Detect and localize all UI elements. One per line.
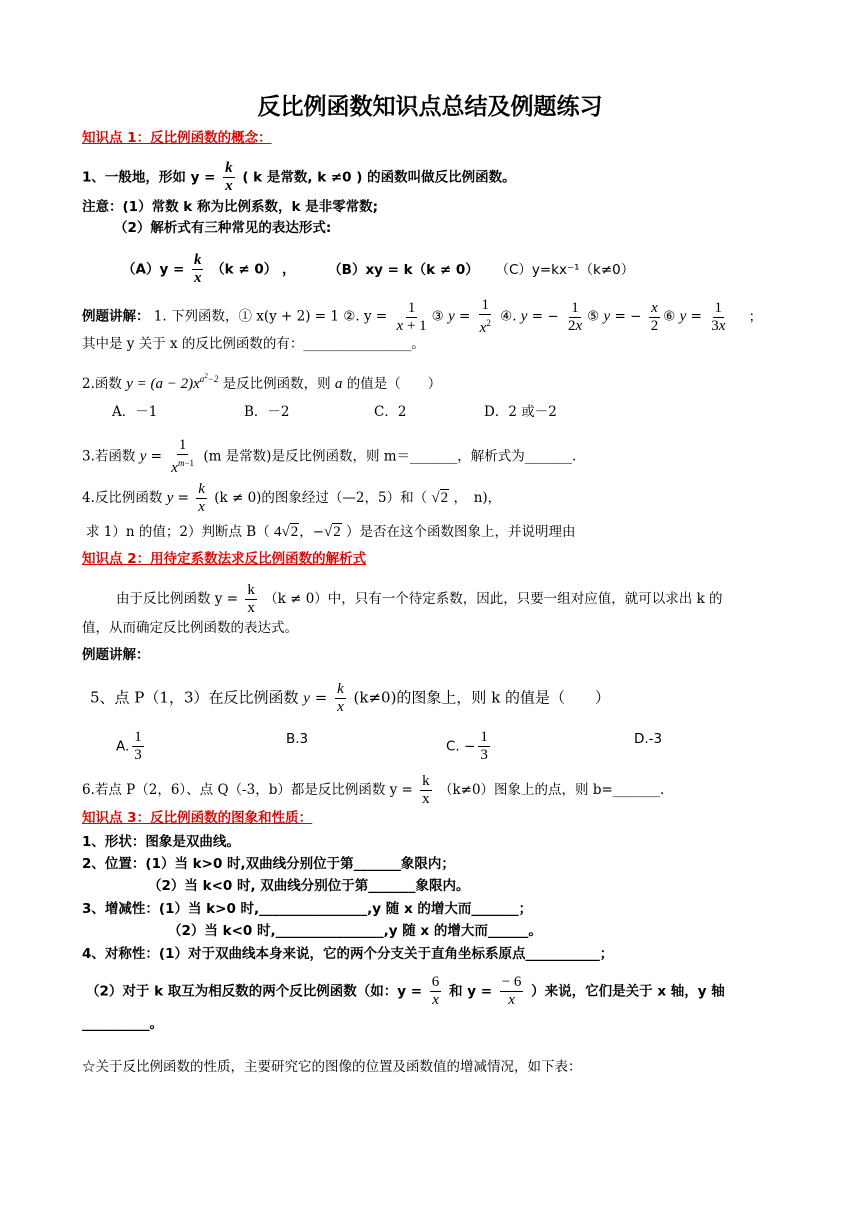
example-2-option-d: D．2 或－2	[484, 404, 557, 420]
example-1-question: 其中是 y 关于 x 的反比例函数的有：________________。	[82, 336, 425, 352]
kp1-note2: （2）解析式有三种常见的表达形式:	[114, 220, 332, 236]
fraction-1-over-x-power: $\frac{1}{x^{m-1}}$	[171, 437, 195, 476]
definition-suffix: ( k 是常数, k ≠0 ) 的函数叫做反比例函数。	[242, 169, 516, 186]
example-1-text: 1. 下列函数，① x(y + 2) = 1 ②. y =	[153, 308, 388, 325]
example-6	[82, 773, 664, 808]
example-2-option-a: A．－1	[112, 404, 158, 420]
kp2-heading: 知识点 2：用待定系数法求反比例函数的解析式	[82, 551, 367, 567]
function-expression: $y = (a - 2)x^{a^2-2}$	[126, 372, 219, 392]
fraction-1-over-x-squared: $\frac{1}{x^2}$	[479, 297, 491, 336]
example-4-question-suffix: ）是否在这个函数图象上，并说明理由	[346, 524, 576, 540]
example-4-question-prefix: 求 1）n 的值；2）判断点 B（	[86, 524, 270, 540]
example-1-tail: ；	[748, 308, 763, 325]
fraction-k-over-x: $\frac{k}{x}$	[422, 773, 430, 807]
fraction-1-over-2x: $\frac{1}{2x}$	[567, 299, 583, 334]
kp3-position-1: 2、位置：(1）当 k>0 时,双曲线分别位于第_______象限内；	[82, 856, 455, 872]
example-2-option-b: B．－2	[244, 404, 290, 420]
kp1-heading: 知识点 1：反比例函数的概念：	[82, 130, 272, 146]
form-a-suffix: （k ≠ 0） ，	[211, 261, 296, 278]
kp2-paragraph-suffix: （k ≠ 0）中，只有一个待定系数，因此，只要一组对应值，就可以求出 k 的	[264, 591, 723, 607]
fraction-1-over-3: $\frac{1}{3}$	[480, 729, 488, 763]
kp1-note1: 注意：(1）常数 k 称为比例系数，k 是非零常数;	[82, 199, 379, 215]
form-a-prefix: （A）y =	[122, 261, 185, 278]
example-5-prefix: 5、点 P（1，3）在反比例函数	[90, 688, 299, 707]
fraction-k-over-x: $\frac{k}{x}$	[193, 252, 202, 286]
example-5-suffix: (k≠0)的图象上，则 k 的值是（ ）	[353, 688, 611, 707]
page-title: 反比例函数知识点总结及例题练习	[257, 94, 603, 120]
fraction-minus-6-over-x: $\frac{- 6}{x}$	[501, 974, 522, 1008]
example-3-suffix: (m 是常数)是反比例函数，则 m＝_______，解析式为_______.	[203, 448, 577, 465]
example-4-question: 求 1）n 的值；2）判断点 B（ 4√2，−√2 ）是否在这个函数图象上，并说明理由	[86, 524, 576, 540]
example-1: 例题讲解： 1. 下列函数，① x(y + 2) = 1 ②. y = $\frac{1}{x + 1}$ ③ y = $\frac{1}{x^2}$ ④. y = − $\frac{1}{2x}$ ⑤ y = − $\frac{x}{2}$ ⑥ y = $\frac{1}{3x}$ ；	[82, 297, 763, 336]
example-5-option-d: D.-3	[634, 731, 663, 747]
sqrt-2: √2	[431, 490, 449, 506]
example-4-prefix: 4.反比例函数	[82, 490, 163, 506]
kp3-symmetry-1: 4、对称性：(1）对于双曲线本身来说，它的两个分支关于直角坐标系原点___________；	[82, 946, 614, 962]
fraction-6-over-x: $\frac{6}{x}$	[431, 974, 440, 1008]
properties-intro: ☆关于反比例函数的性质，主要研究它的图像的位置及函数值的增减情况，如下表：	[82, 1059, 582, 1075]
kp3-shape: 1、形状：图象是双曲线。	[82, 834, 240, 850]
kp3-position-2: （2）当 k<0 时, 双曲线分别位于第_______象限内。	[148, 878, 470, 894]
kp3-monotonic-1: 3、增减性：(1）当 k>0 时,________________,y 随 x 的增大而_______；	[82, 901, 533, 917]
fraction-k-over-x: $\frac{k}{x}$	[337, 681, 344, 715]
symmetry-2-prefix: （2）对于 k 取互为相反数的两个反比例函数（如：y =	[86, 983, 423, 1000]
example-3-prefix: 3.若函数	[82, 448, 136, 465]
fraction-k-over-x: $\frac{k}{x}$	[198, 481, 205, 515]
example-2-option-c: C．2	[374, 404, 407, 420]
form-b: （B）xy = k（k ≠ 0）	[328, 261, 479, 278]
definition-prefix: 1、一般地，形如 y =	[82, 169, 216, 186]
fraction-x-over-2: $\frac{x}{2}$	[650, 299, 659, 334]
kp2-paragraph-prefix: 由于反比例函数 y =	[116, 591, 239, 607]
example-4-tail: ， n)，	[453, 490, 502, 506]
example-2-prefix: 2.函数	[82, 376, 122, 392]
example-4: 4.反比例函数 y = $\frac{k}{x}$ (k ≠ 0)的图象经过（—2，5）和（ √2 ， n)，	[82, 481, 502, 515]
form-c: （C）y=kx⁻¹（k≠0）	[495, 261, 635, 278]
example-4-mid: (k ≠ 0)的图象经过（—2，5）和（	[214, 490, 428, 506]
example-2-tail: 的值是（ ）	[346, 376, 442, 392]
kp3-heading: 知识点 3：反比例函数的图象和性质：	[82, 810, 313, 826]
example-2: 2.函数 $y = (a - 2)x^{a^2-2}$ 是反比例函数，则 a 的值是（ ）	[82, 372, 442, 392]
example-3: 3.若函数 y = $\frac{1}{x^{m-1}}$ (m 是常数)是反比例函数，则 m＝_______，解析式为_______.	[82, 437, 577, 476]
example-5: 5、点 P（1，3）在反比例函数 y = $\frac{k}{x}$ (k≠0)的图象上，则 k 的值是（ ）	[90, 681, 611, 715]
kp3-symmetry-3: __________。	[82, 1016, 163, 1032]
fraction-1-over-x-plus-1: $\frac{1}{x + 1}$	[396, 299, 427, 334]
example-label: 例题讲解：	[82, 308, 150, 325]
example-5-option-c: C. − $\frac{1}{3}$	[446, 729, 488, 763]
kp2-paragraph	[116, 582, 723, 617]
kp2-example-label: 例题讲解：	[82, 647, 150, 663]
fraction-k-over-x: $\frac{k}{x}$	[225, 160, 233, 194]
symmetry-2-mid: 和 y =	[449, 983, 493, 1000]
example-6-suffix: （k≠0）图象上的点，则 b=_______.	[438, 782, 665, 798]
fraction-k-over-x: $\frac{k}{x}$	[247, 582, 255, 616]
kp3-symmetry-2	[86, 974, 725, 1009]
example-5-option-a: A. $\frac{1}{3}$	[116, 729, 142, 763]
kp2-paragraph-continued: 值，从而确定反比例函数的表达式。	[82, 620, 298, 636]
symmetry-2-suffix: ）来说，它们是关于 x 轴，y 轴	[531, 983, 725, 1000]
fraction-1-over-3x: $\frac{1}{3x}$	[711, 299, 726, 334]
example-2-mid: 是反比例函数，则	[222, 376, 331, 392]
kp1-forms	[122, 252, 634, 287]
example-6-prefix: 6.若点 P（2，6）、点 Q（-3，b）都是反比例函数 y =	[82, 782, 413, 798]
kp3-monotonic-2: （2）当 k<0 时,________________,y 随 x 的增大而______。	[168, 923, 542, 939]
fraction-1-over-3: $\frac{1}{3}$	[134, 729, 142, 763]
example-5-option-b: B.3	[286, 731, 309, 747]
kp1-definition	[82, 160, 516, 195]
